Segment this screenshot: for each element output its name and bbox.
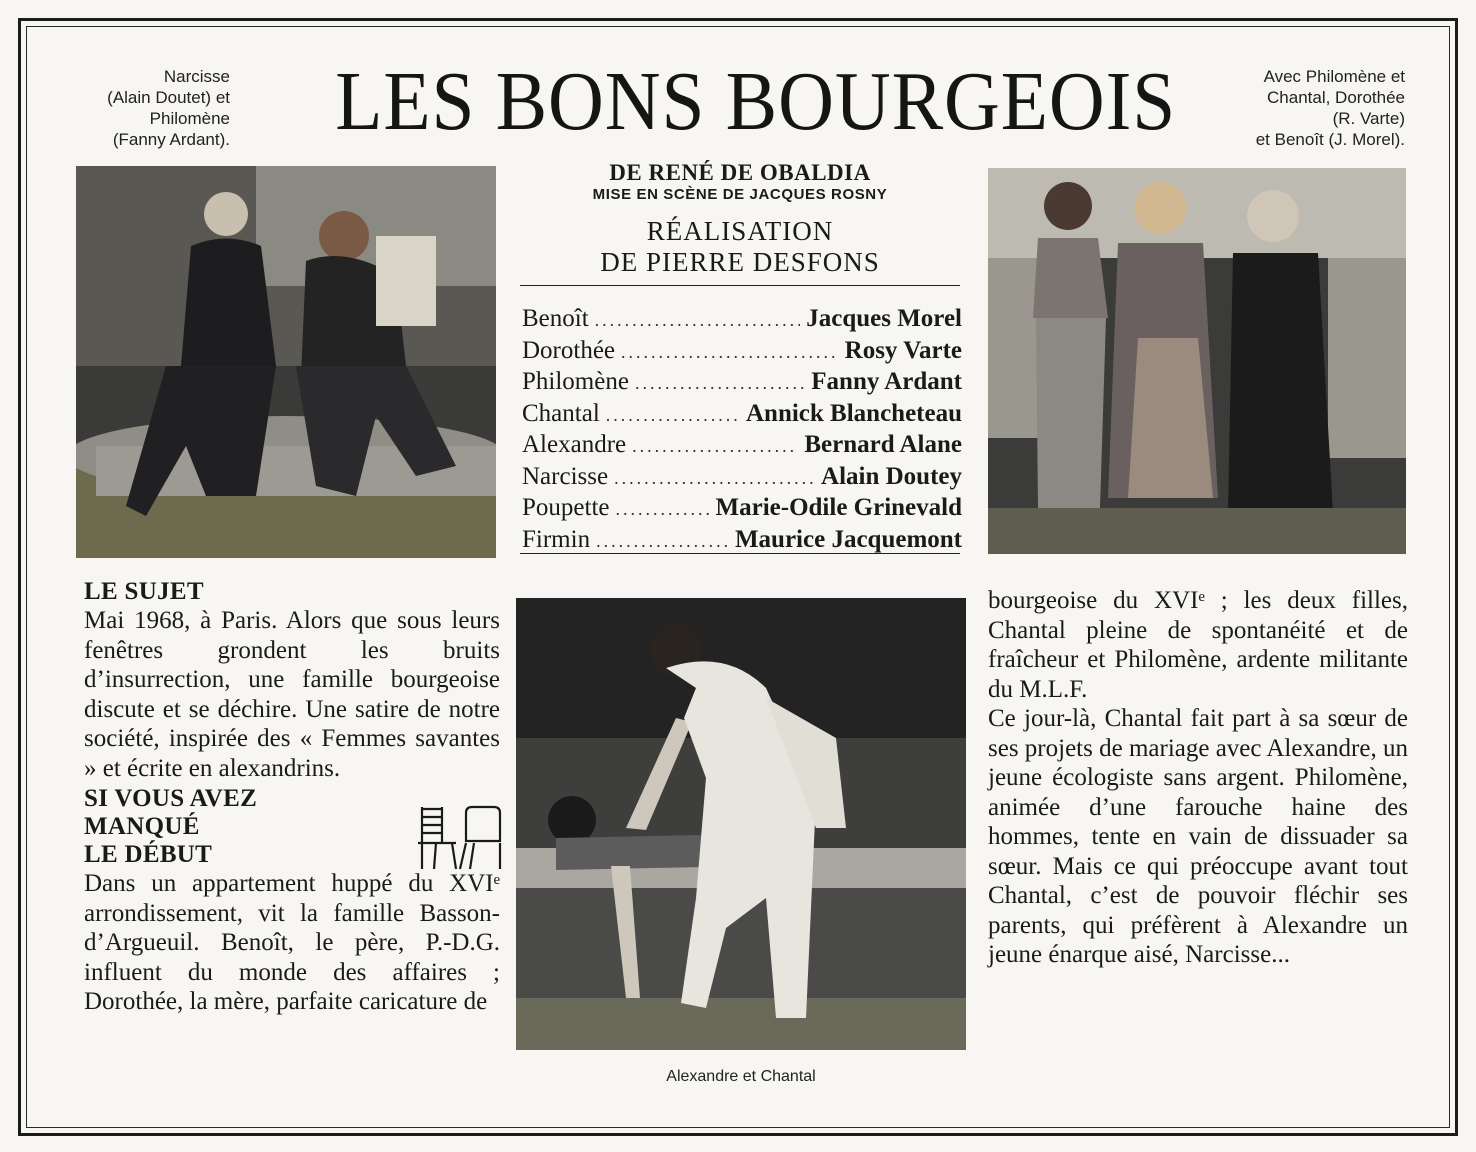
photo-caption: Alexandre et Chantal (666, 1068, 816, 1085)
leader-dots (635, 369, 805, 399)
caption-right-line: Avec Philomène et (1263, 67, 1405, 86)
caption-left-line: Narcisse (163, 67, 230, 86)
missed-heading-line: MANQUÉ (84, 813, 200, 840)
cast-role: Alexandre (522, 431, 627, 458)
subject-text: Mai 1968, à Paris. Alors que sous leurs fenêtres grondent les bruits d’insurrection, une famille bourgeoise discute et se déchire. Une satire de notre société, inspirée des « Femmes savantes » et écrite en alexandrins. (84, 607, 500, 782)
subject-heading: LE SUJET (84, 578, 204, 605)
chairs-icon (414, 803, 504, 871)
cast-actor: Maurice Jacquemont (734, 525, 962, 553)
realisation-line: RÉALISATION (646, 216, 834, 246)
cast-actor: Fanny Ardant (811, 368, 962, 395)
cast-row (522, 430, 962, 462)
leader-dots (606, 401, 740, 431)
missed-text: Dans un appartement huppé du XVIᵉ arrondissement, vit la famille Basson-d’Argueuil. Benoît, le père, P.-D.G. influent du monde des affaires ; Dorothée, la mère, parfaite caricature de (84, 870, 500, 1015)
cast-role: Benoît (522, 305, 589, 332)
caption-left (60, 66, 230, 150)
cast-actor: Bernard Alane (804, 431, 962, 458)
leader-dots (621, 338, 839, 368)
cast-role: Chantal (522, 399, 600, 427)
caption-right-line: et Benoît (J. Morel). (1255, 130, 1405, 149)
staging-credit: MISE EN SCÈNE DE JACQUES ROSNY (592, 186, 888, 203)
leader-dots (596, 527, 729, 557)
cast-list (522, 304, 962, 556)
caption-right-line: (R. Varte) (1332, 109, 1405, 128)
missed-heading-line: LE DÉBUT (84, 841, 213, 868)
leader-dots (614, 464, 815, 494)
divider (520, 553, 960, 554)
leader-dots (632, 432, 798, 462)
realisation-line: DE PIERRE DESFONS (600, 247, 880, 277)
photo-alexandre-chantal (516, 598, 966, 1050)
right-paragraph: bourgeoise du XVIᵉ ; les deux filles, Chantal pleine de spontanéité et de fraîcheur et Philomène, ardente militante du M.L.F. (988, 587, 1408, 703)
page-title: LES BONS BOURGEOIS (335, 55, 1177, 148)
leader-dots (616, 495, 710, 525)
left-column (84, 578, 500, 1017)
divider (520, 285, 960, 286)
realisation-credit (520, 216, 960, 278)
author-block (520, 160, 960, 204)
right-column (988, 586, 1408, 970)
cast-row (522, 399, 962, 431)
cast-row (522, 525, 962, 557)
caption-left-line: (Alain Doutet) et (107, 88, 230, 107)
leader-dots (595, 306, 801, 336)
cast-row (522, 493, 962, 525)
missed-heading-line: SI VOUS AVEZ (84, 785, 258, 812)
photo-narcisse-philomene (76, 166, 496, 558)
cast-actor: Alain Doutey (821, 462, 962, 490)
photo-family-group (988, 168, 1406, 554)
cast-actor: Rosy Varte (844, 336, 962, 364)
cast-role: Poupette (522, 494, 610, 521)
cast-row (522, 462, 962, 494)
cast-row (522, 304, 962, 336)
caption-right (1205, 66, 1405, 150)
author-name: DE RENÉ DE OBALDIA (609, 160, 871, 185)
caption-right-line: Chantal, Dorothée (1267, 88, 1405, 107)
cast-actor: Annick Blancheteau (745, 399, 962, 427)
cast-role: Narcisse (522, 462, 609, 490)
cast-actor: Jacques Morel (806, 305, 962, 332)
cast-row (522, 336, 962, 368)
cast-row (522, 367, 962, 399)
cast-actor: Marie-Odile Grinevald (715, 494, 962, 521)
right-paragraph: Ce jour-là, Chantal fait part à sa sœur de ses projets de mariage avec Alexandre, un jeune écologiste sans argent. Philomène, animée d’une farouche haine des hommes, tente en vain de dissuader sa sœur. Mais ce qui préoccupe avant tout Chantal, c’est de pouvoir fléchir ses parents, qui préfèrent à Alexandre un jeune énarque aisé, Narcisse... (988, 705, 1408, 968)
cast-role: Dorothée (522, 336, 616, 364)
caption-left-line: (Fanny Ardant). (112, 130, 230, 149)
missed-section (84, 785, 500, 869)
cast-role: Firmin (522, 525, 591, 553)
caption-left-line: Philomène (149, 109, 230, 128)
cast-role: Philomène (522, 368, 629, 395)
